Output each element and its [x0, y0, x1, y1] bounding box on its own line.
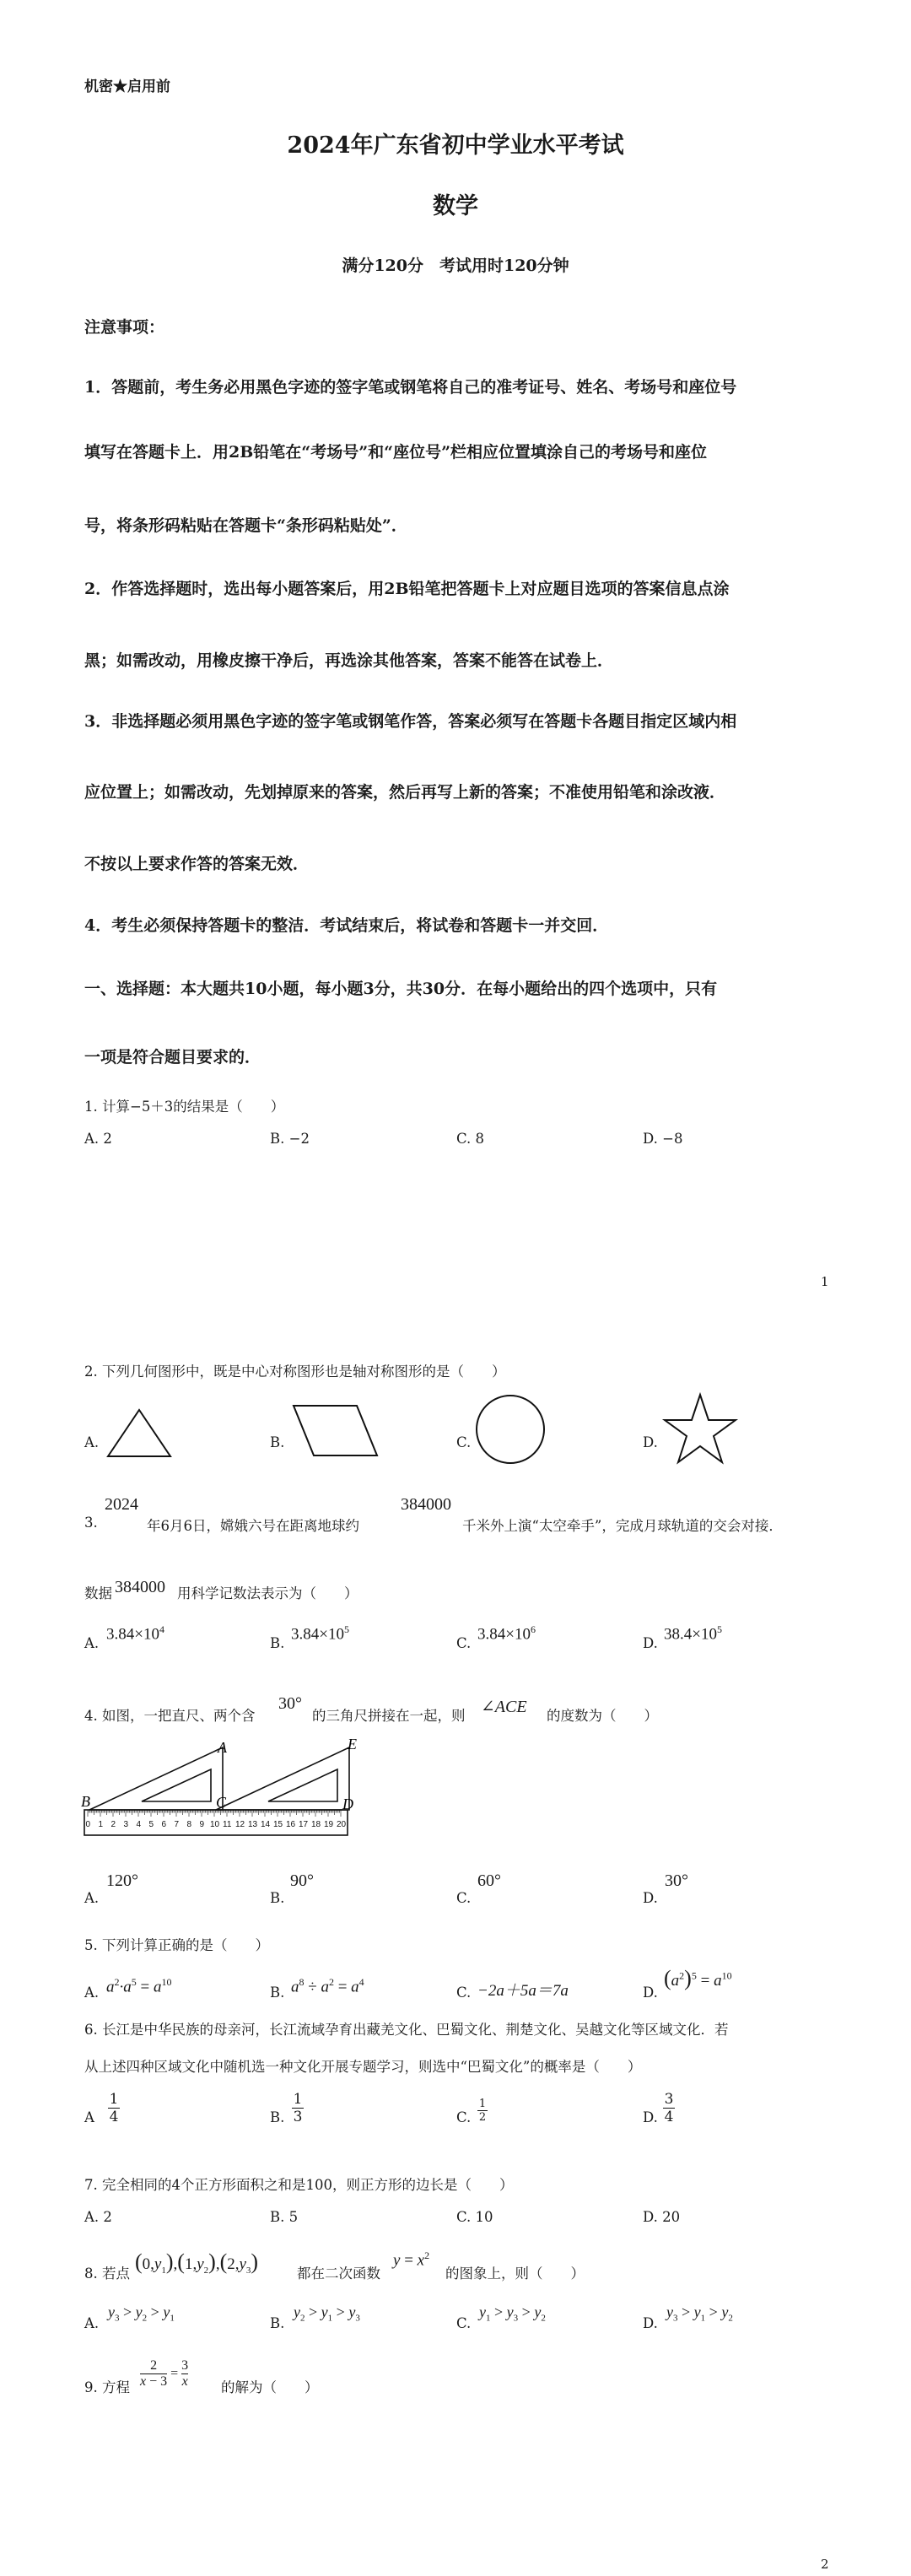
question-7-option-a: A. 2 — [84, 2209, 112, 2225]
note-3-line-1: 3．非选择题必须用黑色字迹的签字笔或钢笔作答，答案必须写在答题卡各题目指定区域内相 — [84, 712, 737, 731]
question-4-option-a: A. — [84, 1890, 100, 1906]
question-9-text-2: 的解为（ ） — [221, 2379, 319, 2395]
question-5-stem: 5. 下列计算正确的是（ ） — [84, 1937, 269, 1953]
question-5-option-b-value: $a^8 \div a^2 = a^4$ — [291, 1976, 364, 1996]
ruler-number: 17 — [299, 1820, 309, 1829]
parallelogram-figure — [291, 1403, 380, 1459]
note-4: 4．考生必须保持答题卡的整洁．考试结束后，将试卷和答题卡一并交回． — [84, 916, 609, 935]
question-5-option-c: C. — [456, 1985, 472, 2001]
ruler-number: 2 — [111, 1820, 116, 1829]
question-6-option-a-fraction: 1 4 — [109, 2091, 119, 2125]
question-1-option-a: A. 2 — [84, 1131, 112, 1147]
question-6-text-1: 6. 长江是中华民族的母亲河，长江流域孕育出藏羌文化、巴蜀文化、荆楚文化、吴越文化等区域文化．若 — [84, 2022, 729, 2038]
question-3-option-d: D. — [643, 1635, 658, 1651]
confidential-label: 机密★启用前 — [84, 78, 170, 95]
question-8-option-c-value: $y_1 > y_3 > y_2$ — [479, 2303, 546, 2324]
question-9-equation: $\frac{2}{x - 3}$ = $\frac{3}{x}$ — [140, 2358, 189, 2389]
question-3-distance: 384000 — [401, 1495, 451, 1514]
ruler-number: 19 — [324, 1820, 334, 1829]
question-5-option-d-value: $(a^2)^5 = a^{10}$ — [664, 1966, 732, 1990]
question-2-stem: 2. 下列几何图形中，既是中心对称图形也是轴对称图形的是（ ） — [84, 1364, 506, 1380]
question-1-stem: 1. 计算−5＋3的结果是（ ） — [84, 1099, 285, 1115]
question-6-option-c: C. — [456, 2109, 472, 2125]
question-8-option-a-value: $y_3 > y_2 > y_1$ — [108, 2303, 175, 2324]
question-8-function: $y = x^2$ — [393, 2249, 430, 2270]
question-4-option-d-value: 30° — [665, 1871, 688, 1890]
question-6-option-a: A — [84, 2109, 94, 2125]
question-5-option-a: A. — [84, 1985, 100, 2001]
page-number-1: 1 — [821, 1274, 829, 1289]
question-4-angle-ace: ∠ACE — [481, 1698, 527, 1716]
question-2-option-a: A. — [84, 1434, 100, 1450]
ruler-number: 16 — [286, 1820, 296, 1829]
note-2-line-2: 黑；如需改动，用橡皮擦干净后，再选涂其他答案，答案不能答在试卷上． — [84, 651, 614, 670]
question-3-text-3a: 数据 — [84, 1585, 112, 1601]
ruler-number: 18 — [311, 1820, 321, 1829]
question-4-angle-30: 30° — [278, 1694, 302, 1713]
note-3-line-2: 应位置上；如需改动，先划掉原来的答案，然后再写上新的答案；不准使用铅笔和涂改液． — [84, 783, 726, 802]
question-3-option-c: C. — [456, 1635, 472, 1651]
ruler-number: 20 — [337, 1820, 347, 1829]
question-8-option-d: D. — [643, 2315, 658, 2331]
section-1-heading-line-2: 一项是符合题目要求的． — [84, 1048, 261, 1067]
question-8-option-c: C. — [456, 2315, 472, 2331]
question-6-text-2: 从上述四种区域文化中随机选一种文化开展专题学习，则选中“巴蜀文化”的概率是（ ） — [84, 2059, 642, 2075]
point-a-label: A — [218, 1739, 227, 1756]
question-7-stem: 7. 完全相同的4个正方形面积之和是100，则正方形的边长是（ ） — [84, 2177, 514, 2193]
question-3-text-3c: 用科学记数法表示为（ ） — [177, 1585, 358, 1601]
question-3-option-a-value: $3.84\times 10^4$ — [106, 1623, 164, 1644]
question-4-text-1: 4. 如图，一把直尺、两个含 — [84, 1708, 256, 1724]
question-3-option-a: A. — [84, 1635, 100, 1651]
question-4-option-b-value: 90° — [290, 1871, 314, 1890]
star-figure — [662, 1392, 738, 1465]
ruler-number: 13 — [248, 1820, 258, 1829]
ruler-number: 15 — [273, 1820, 283, 1829]
question-4-option-b: B. — [270, 1890, 285, 1906]
ruler-number: 14 — [261, 1820, 271, 1829]
point-c-label: C — [216, 1794, 227, 1811]
ruler-number: 6 — [161, 1820, 167, 1829]
ruler-number: 3 — [123, 1820, 129, 1829]
question-6-option-b-fraction: 1 3 — [293, 2091, 303, 2125]
ruler-number: 10 — [210, 1820, 220, 1829]
question-3-text-1: 年6月6日，嫦娥六号在距离地球约 — [147, 1518, 359, 1534]
question-3-number: 3. — [84, 1515, 98, 1531]
question-5-option-a-value: $a^2\cdot a^5 = a^{10}$ — [106, 1976, 172, 1996]
question-1-option-b: B. −2 — [270, 1131, 310, 1147]
question-6-option-d-fraction: 3 4 — [664, 2091, 674, 2125]
note-1-line-3: 号，将条形码粘贴在答题卡“条形码粘贴处”． — [84, 516, 407, 535]
question-5-option-c-value: −2a＋5a＝7a — [477, 1982, 569, 2000]
question-9-text-1: 9. 方程 — [84, 2379, 130, 2395]
question-3-text-2: 千米外上演“太空牵手”，完成月球轨道的交会对接． — [462, 1518, 783, 1534]
question-3-option-b: B. — [270, 1635, 285, 1651]
section-1-heading-line-1: 一、选择题：本大题共10小题，每小题3分，共30分．在每小题给出的四个选项中，只有 — [84, 980, 718, 998]
question-4-option-d: D. — [643, 1890, 658, 1906]
question-4-text-3: 的度数为（ ） — [547, 1708, 658, 1724]
question-7-option-b: B. 5 — [270, 2209, 299, 2225]
point-e-label: E — [348, 1736, 357, 1752]
page-number-2: 2 — [821, 2557, 829, 2572]
question-8-option-d-value: $y_3 > y_1 > y_2$ — [666, 2303, 733, 2324]
question-6-option-d: D. — [643, 2109, 658, 2125]
ruler-number: 4 — [136, 1820, 142, 1829]
ruler-number: 9 — [199, 1820, 205, 1829]
notes-heading: 注意事项： — [84, 318, 165, 337]
question-3-option-b-value: $3.84\times 10^5$ — [291, 1623, 349, 1644]
question-6-option-b: B. — [270, 2109, 285, 2125]
question-8-option-b-value: $y_2 > y_1 > y_3$ — [294, 2303, 360, 2324]
question-4-option-c-value: 60° — [477, 1871, 501, 1890]
ruler-number: 5 — [148, 1820, 154, 1829]
point-d-label: D — [342, 1796, 353, 1812]
question-8-text-1: 8. 若点 — [84, 2265, 130, 2282]
subject-title: 数学 — [433, 193, 478, 219]
note-3-line-3: 不按以上要求作答的答案无效． — [84, 855, 310, 873]
ruler-number: 0 — [85, 1820, 91, 1829]
ruler-number: 11 — [223, 1820, 232, 1829]
point-b-label: B — [81, 1793, 90, 1810]
question-3-option-d-value: $38.4\times 10^5$ — [664, 1623, 722, 1644]
note-1-line-2: 填写在答题卡上．用2B铅笔在“考场号”和“座位号”栏相应位置填涂自己的考场号和座位 — [84, 443, 707, 462]
question-8-text-2: 都在二次函数 — [297, 2265, 380, 2282]
question-2-option-c: C. — [456, 1434, 472, 1450]
note-2-line-1: 2．作答选择题时，选出每小题答案后，用2B铅笔把答题卡上对应题目选项的答案信息点涂 — [84, 580, 730, 598]
question-4-text-2: 的三角尺拼接在一起，则 — [312, 1708, 466, 1724]
question-3-option-c-value: $3.84\times 10^6$ — [477, 1623, 536, 1644]
question-8-option-b: B. — [270, 2315, 285, 2331]
question-7-option-c: C. 10 — [456, 2209, 493, 2225]
ruler-number: 8 — [186, 1820, 192, 1829]
question-7-option-d: D. 20 — [643, 2209, 681, 2225]
question-8-text-3: 的图象上，则（ ） — [445, 2265, 585, 2282]
question-1-option-d: D. −8 — [643, 1131, 683, 1147]
ruler-number: 12 — [235, 1820, 245, 1829]
question-2-option-d: D. — [643, 1434, 658, 1450]
question-5-option-b: B. — [270, 1985, 285, 2001]
question-2-option-b: B. — [270, 1434, 285, 1450]
question-3-data-value: 384000 — [115, 1578, 165, 1596]
exam-meta: 满分120分 考试用时120分钟 — [342, 257, 569, 275]
ruler-triangles-figure — [81, 1736, 357, 1856]
question-1-option-c: C. 8 — [456, 1131, 485, 1147]
note-1-line-1: 1．答题前，考生务必用黑色字迹的签字笔或钢笔将自己的准考证号、姓名、考场号和座位号 — [84, 378, 737, 397]
question-8-option-a: A. — [84, 2315, 100, 2331]
ruler-number: 7 — [174, 1820, 180, 1829]
question-6-option-c-fraction: 1 2 — [478, 2098, 487, 2124]
question-4-option-a-value: 120° — [106, 1871, 138, 1890]
triangle-figure — [105, 1407, 173, 1460]
question-8-points: $(0,y_1),(1,y_2),(2,y_3)$ — [135, 2249, 259, 2276]
circle-figure — [474, 1393, 547, 1466]
exam-title: 2024年广东省初中学业水平考试 — [287, 132, 624, 159]
question-3-year: 2024 — [105, 1495, 138, 1514]
ruler-number: 1 — [98, 1820, 104, 1829]
question-4-option-c: C. — [456, 1890, 472, 1906]
question-5-option-d: D. — [643, 1985, 658, 2001]
